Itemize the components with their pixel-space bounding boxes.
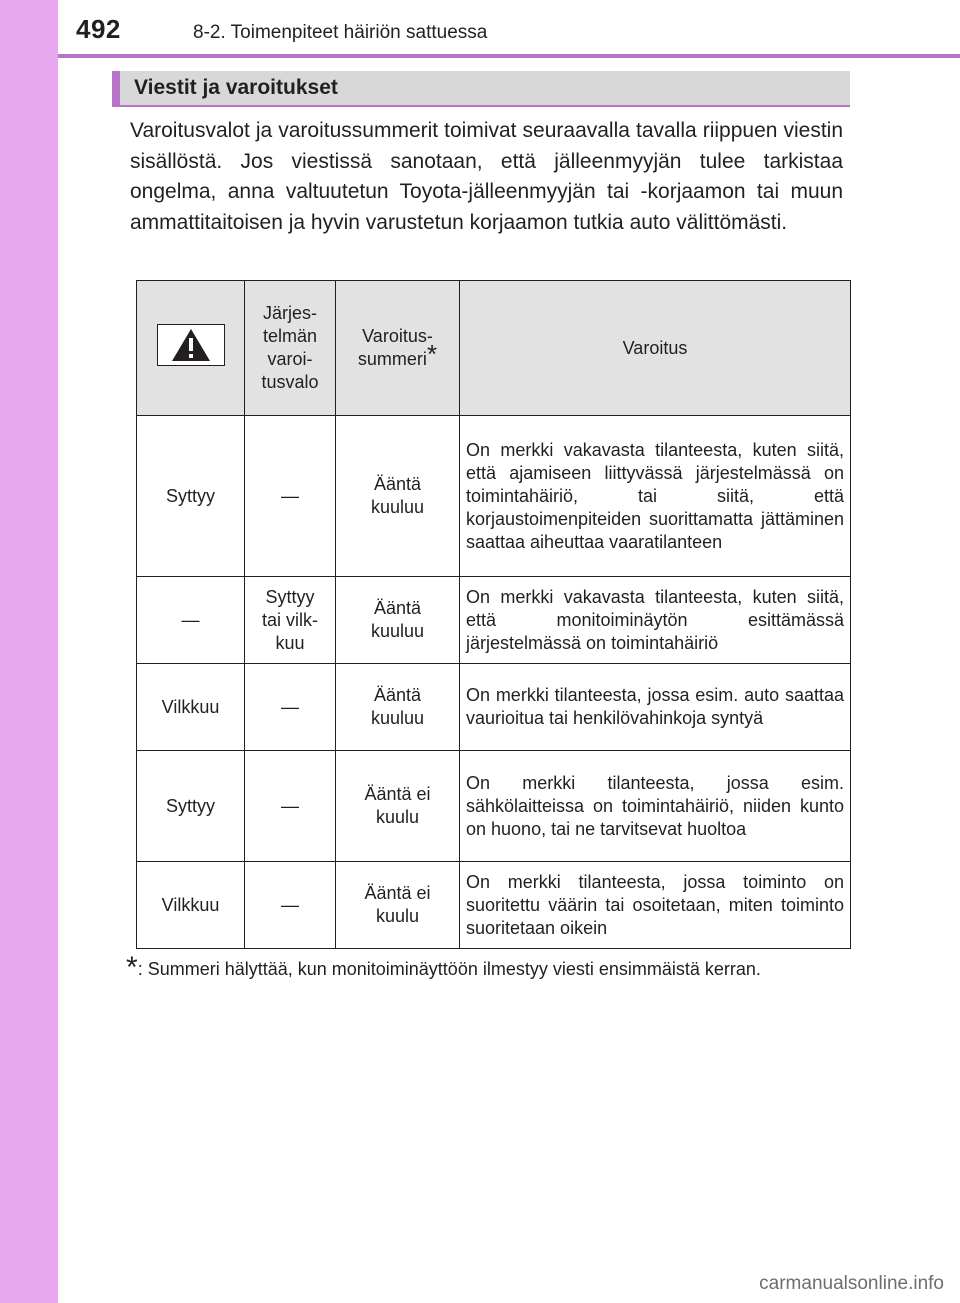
header-buzzer: Varoitus- summeri* [336, 281, 460, 416]
cell-warning: On merkki vakavasta tilanteesta, kuten siitä, että ajamiseen liittyvässä järjestelmässä on toimintahäiriö, tai siitä, että korjaustoimenpiteiden suorittamatta jättäminen saattaa aiheuttaa vaaratilanteen [460, 416, 851, 577]
header-warning: Varoitus [460, 281, 851, 416]
footnote [126, 951, 844, 984]
chapter-title: 8-2. Toimenpiteet häiriön sattuessa [193, 22, 488, 43]
cell-light: Vilkkuu [137, 862, 245, 949]
table-row [137, 664, 851, 751]
cell-warning: On merkki tilanteesta, jossa esim. auto saattaa vaurioitua tai henkilövahinkoja syntyä [460, 664, 851, 751]
side-tab-bar [0, 0, 58, 1303]
cell-buzzer: Ääntä kuuluu [336, 577, 460, 664]
cell-light: Vilkkuu [137, 664, 245, 751]
watermark: carmanualsonline.info [759, 1273, 944, 1294]
intro-paragraph: Varoitusvalot ja varoitussummerit toimivat seuraavalla tavalla riippuen viestin sisällöstä. Jos viestissä sanotaan, että jälleenmyyjän tulee tarkistaa ongelma, anna valtuutetun Toyota-jälleenmyyjän tai -korjaamon tai muun ammattitaitoisen ja hyvin varustetun korjaamon tutkia auto välittömästi. [130, 119, 843, 234]
table-header-row [137, 281, 851, 416]
table-row [137, 577, 851, 664]
table-row [137, 862, 851, 949]
cell-buzzer: Ääntä kuuluu [336, 664, 460, 751]
cell-light: — [137, 577, 245, 664]
table-row [137, 751, 851, 862]
cell-buzzer: Ääntä ei kuulu [336, 751, 460, 862]
cell-light: Syttyy [137, 751, 245, 862]
section-title: Viestit ja varoitukset [134, 76, 338, 99]
cell-system: — [245, 862, 336, 949]
section-header [112, 71, 850, 107]
warning-table [136, 280, 851, 949]
cell-system: — [245, 751, 336, 862]
footnote-text: : Summeri hälyttää, kun monitoiminäyttöön ilmestyy viesti ensimmäistä kerran. [137, 959, 761, 979]
cell-buzzer: Ääntä kuuluu [336, 416, 460, 577]
cell-warning: On merkki tilanteesta, jossa esim. sähkölaitteissa on toimintahäiriö, niiden kunto on huono, tai ne tarvitsevat huoltoa [460, 751, 851, 862]
cell-system: — [245, 416, 336, 577]
cell-warning: On merkki vakavasta tilanteesta, kuten siitä, että monitoiminäytön esittämässä järjestelmässä on toimintahäiriö [460, 577, 851, 664]
header-icon-cell [137, 281, 245, 416]
cell-system: — [245, 664, 336, 751]
footnote-star: * [126, 951, 138, 984]
header-system-light: Järjes- telmän varoi- tusvalo [245, 281, 336, 416]
cell-buzzer: Ääntä ei kuulu [336, 862, 460, 949]
table-row [137, 416, 851, 577]
cell-system: Syttyy tai vilk- kuu [245, 577, 336, 664]
footnote-marker: * [426, 339, 438, 369]
cell-warning: On merkki tilanteesta, jossa toiminto on suoritettu väärin tai osoitetaan, miten toiminto suoritetaan oikein [460, 862, 851, 949]
warning-triangle-icon [157, 324, 225, 366]
header-rule [58, 54, 960, 58]
page-number: 492 [76, 14, 121, 44]
cell-light: Syttyy [137, 416, 245, 577]
